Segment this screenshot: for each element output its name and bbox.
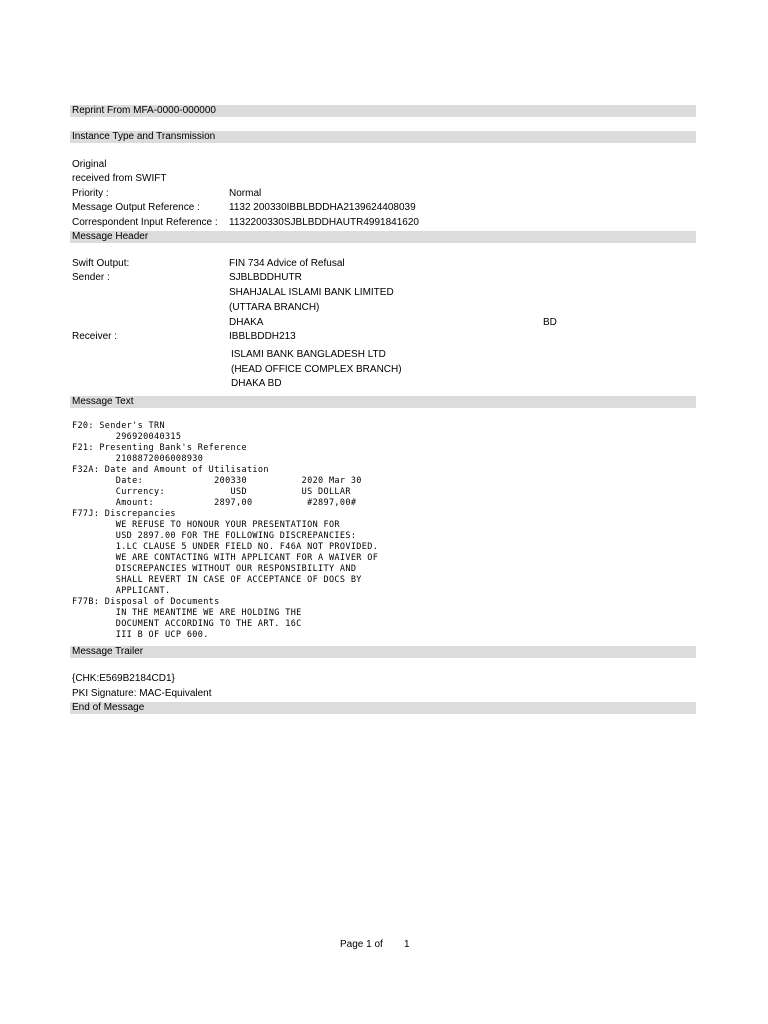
page-total: 1	[404, 939, 410, 950]
message-text-line: F20: Sender's TRN	[72, 421, 165, 431]
sender-city: DHAKA	[229, 317, 264, 328]
message-text-line: F21: Presenting Bank's Reference	[72, 443, 247, 453]
message-text-line: APPLICANT.	[72, 586, 171, 596]
page-label: Page 1 of	[340, 939, 383, 950]
instance-section-header: Instance Type and Transmission	[70, 131, 696, 143]
sender-name: SHAHJALAL ISLAMI BANK LIMITED	[229, 287, 394, 298]
mor-value: 1132 200330IBBLBDDHA2139624408039	[229, 202, 416, 213]
sender-bic: SJBLBDDHUTR	[229, 272, 302, 283]
swift-output-label: Swift Output:	[72, 258, 130, 269]
message-text-line: Date: 200330 2020 Mar 30	[72, 476, 362, 486]
message-text-line: WE ARE CONTACTING WITH APPLICANT FOR A WAIVER OF	[72, 553, 379, 563]
message-text-line: DISCREPANCIES WITHOUT OUR RESPONSIBILITY AND	[72, 564, 357, 574]
receiver-bic: IBBLBDDH213	[229, 331, 296, 342]
message-text-line: F32A: Date and Amount of Utilisation	[72, 465, 269, 475]
message-header-section: Message Header	[70, 231, 696, 243]
message-text-line: USD 2897.00 FOR THE FOLLOWING DISCREPANCIES:	[72, 531, 357, 541]
receiver-label: Receiver :	[72, 331, 118, 342]
pki-signature: PKI Signature: MAC-Equivalent	[72, 688, 212, 699]
instance-original: Original	[72, 159, 107, 170]
message-text-line: F77J: Discrepancies	[72, 509, 176, 519]
instance-received: received from SWIFT	[72, 173, 167, 184]
mor-label: Message Output Reference :	[72, 202, 200, 213]
receiver-branch: (HEAD OFFICE COMPLEX BRANCH)	[231, 364, 402, 375]
priority-label: Priority :	[72, 188, 109, 199]
message-text-line: DOCUMENT ACCORDING TO THE ART. 16C	[72, 619, 302, 629]
message-text-line: 2108872006008930	[72, 454, 204, 464]
message-trailer-section: Message Trailer	[70, 646, 696, 658]
message-text-line: III B OF UCP 600.	[72, 630, 209, 640]
message-text-line: 296920040315	[72, 432, 182, 442]
priority-value: Normal	[229, 188, 262, 199]
message-text-line: IN THE MEANTIME WE ARE HOLDING THE	[72, 608, 302, 618]
message-text-line: Amount: 2897,00 #2897,00#	[72, 498, 357, 508]
receiver-city: DHAKA BD	[231, 378, 282, 389]
message-text-line: F77B: Disposal of Documents	[72, 597, 220, 607]
end-of-message-section: End of Message	[70, 702, 696, 714]
cir-value: 1132200330SJBLBDDHAUTR4991841620	[229, 217, 419, 228]
message-text-line: 1.LC CLAUSE 5 UNDER FIELD NO. F46A NOT PROVIDED.	[72, 542, 379, 552]
sender-label: Sender :	[72, 272, 110, 283]
swift-output-value: FIN 734 Advice of Refusal	[229, 258, 345, 269]
checksum: {CHK:E569B2184CD1}	[72, 673, 175, 684]
reprint-header: Reprint From MFA-0000-000000	[70, 105, 696, 117]
message-text-line: Currency: USD US DOLLAR	[72, 487, 351, 497]
sender-country: BD	[543, 317, 557, 328]
message-text-line: SHALL REVERT IN CASE OF ACCEPTANCE OF DOCS BY	[72, 575, 362, 585]
message-text-section: Message Text	[70, 396, 696, 408]
message-text-line: WE REFUSE TO HONOUR YOUR PRESENTATION FOR	[72, 520, 340, 530]
receiver-name: ISLAMI BANK BANGLADESH LTD	[231, 349, 386, 360]
sender-branch: (UTTARA BRANCH)	[229, 302, 320, 313]
cir-label: Correspondent Input Reference :	[72, 217, 218, 228]
